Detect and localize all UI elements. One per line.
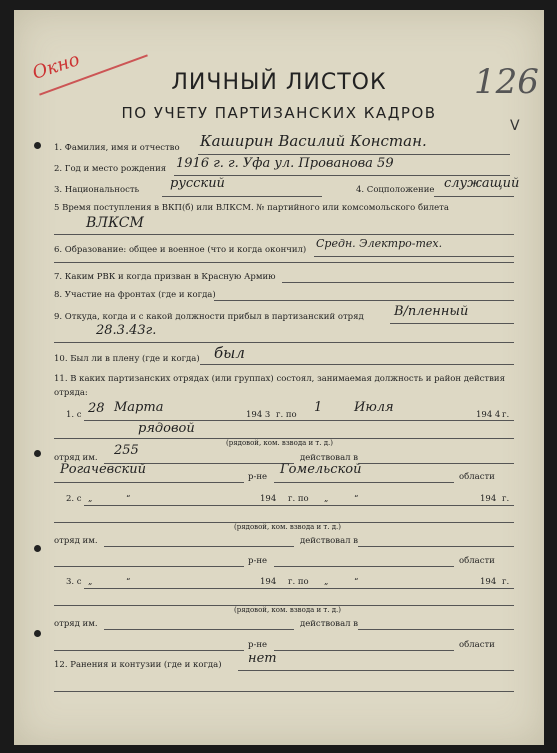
line xyxy=(274,650,454,651)
label-education: 6. Образование: общее и военное (что и когда окончил) xyxy=(54,245,307,255)
line xyxy=(358,546,514,547)
entry1-day-end: 1 xyxy=(314,400,323,415)
line xyxy=(238,670,514,671)
entry2-quote: „ xyxy=(88,494,93,504)
corner-number: 126 xyxy=(474,62,539,102)
entry3-close-quote-end: “ xyxy=(354,577,359,587)
entry1-region: Рогачевский xyxy=(60,462,147,477)
entry1-rank-hint: (рядовой, ком. взвода и т. д.) xyxy=(226,439,334,447)
line xyxy=(214,300,514,301)
line xyxy=(54,566,244,567)
line xyxy=(198,154,510,155)
line xyxy=(162,196,322,197)
line xyxy=(54,650,244,651)
entry3-quote-end: „ xyxy=(324,577,329,587)
line xyxy=(54,262,514,263)
label-detachments-cont: отряда: xyxy=(54,388,88,398)
value-name: Каширин Василий Констан. xyxy=(200,132,427,150)
line xyxy=(282,282,514,283)
entry3-rayon: р-не xyxy=(248,640,268,650)
entry2-year-end: 194 xyxy=(480,494,497,504)
value-wounds: нет xyxy=(248,651,277,666)
label-name: 1. Фамилия, имя и отчество xyxy=(54,143,180,153)
entry2-from: 2. с xyxy=(66,494,82,504)
page-subtitle: ПО УЧЕТУ ПАРТИЗАНСКИХ КАДРОВ xyxy=(121,104,437,122)
entry1-g: г. xyxy=(502,410,510,420)
line xyxy=(274,566,454,567)
label-nationality: 3. Национальность xyxy=(54,185,140,195)
line xyxy=(274,482,454,483)
entry1-day: 28 xyxy=(88,401,105,416)
red-stamp: Окно xyxy=(29,49,83,84)
check-mark: V xyxy=(510,118,520,134)
value-captivity: был xyxy=(214,344,245,362)
entry3-from: 3. с xyxy=(66,577,82,587)
entry2-rayon: р-не xyxy=(248,556,268,566)
entry2-quote-end: „ xyxy=(324,494,329,504)
entry2-detach-label: отряд им. xyxy=(54,536,98,546)
form-sheet xyxy=(14,10,544,745)
entry1-rayon: р-не xyxy=(248,472,268,482)
entry1-position: рядовой xyxy=(138,421,195,436)
entry1-year: 194 3 xyxy=(246,410,271,420)
entry2-g: г. xyxy=(502,494,510,504)
line xyxy=(84,505,514,506)
entry1-month: Марта xyxy=(114,400,164,415)
label-arrival: 9. Откуда, когда и с какой должности прибыл в партизанский отряд xyxy=(54,312,364,322)
line xyxy=(358,629,514,630)
entry3-acted: действовал в xyxy=(300,619,359,629)
punch-hole xyxy=(34,545,41,552)
label-captivity: 10. Был ли в плену (где и когда) xyxy=(54,354,200,364)
entry3-detach-label: отряд им. xyxy=(54,619,98,629)
line xyxy=(434,196,514,197)
line xyxy=(54,691,514,692)
value-arrival: В/пленный xyxy=(394,304,469,319)
label-detachments: 11. В каких партизанских отрядах (или группах) состоял, занимаемая должность и район действия xyxy=(54,374,505,384)
line xyxy=(314,256,514,257)
entry3-year: 194 xyxy=(260,577,277,587)
entry1-oblast-label: области xyxy=(459,472,495,482)
entry1-to: г. по xyxy=(276,410,297,420)
line xyxy=(200,364,514,365)
entry2-rank-hint: (рядовой, ком. взвода и т. д.) xyxy=(234,523,342,531)
entry3-g: г. xyxy=(502,577,510,587)
punch-hole xyxy=(34,142,41,149)
entry2-close-quote-end: “ xyxy=(354,494,359,504)
line xyxy=(54,482,244,483)
entry1-detach-label: отряд им. xyxy=(54,453,98,463)
punch-hole xyxy=(34,450,41,457)
entry1-oblast: Гомельской xyxy=(280,462,362,477)
entry1-year-end: 194 4 xyxy=(476,410,501,420)
label-wounds: 12. Ранения и контузии (где и когда) xyxy=(54,660,222,670)
entry2-close-quote: “ xyxy=(126,494,131,504)
entry2-oblast-label: области xyxy=(459,556,495,566)
entry3-to: г. по xyxy=(288,577,309,587)
value-arrival-date: 28.3.43г. xyxy=(96,323,157,338)
line xyxy=(54,342,514,343)
entry1-month-end: Июля xyxy=(354,400,394,415)
label-birth: 2. Год и место рождения xyxy=(54,164,167,174)
value-birth: 1916 г. г. Уфа ул. Прованова 59 xyxy=(176,156,394,171)
line xyxy=(390,323,514,324)
label-social: 4. Соцположение xyxy=(356,185,435,195)
entry2-to: г. по xyxy=(288,494,309,504)
label-party: 5 Время поступления в ВКП(б) или ВЛКСМ. № партийного или комсомольского билета xyxy=(54,203,449,213)
entry3-year-end: 194 xyxy=(480,577,497,587)
label-draft: 7. Каким РВК и когда призван в Красную Армию xyxy=(54,272,276,282)
value-nationality: русский xyxy=(170,176,225,191)
entry3-quote: „ xyxy=(88,577,93,587)
line xyxy=(84,588,514,589)
entry3-close-quote: “ xyxy=(126,577,131,587)
line xyxy=(54,234,514,235)
label-fronts: 8. Участие на фронтах (где и когда) xyxy=(54,290,216,300)
entry2-year: 194 xyxy=(260,494,277,504)
value-education: Средн. Электро-тех. xyxy=(316,237,443,250)
entry2-acted: действовал в xyxy=(300,536,359,546)
page-title: ЛИЧНЫЙ ЛИСТОК xyxy=(171,70,387,95)
value-party: ВЛКСМ xyxy=(86,215,144,231)
entry1-detach: 255 xyxy=(114,443,139,458)
line xyxy=(358,463,514,464)
line xyxy=(104,629,294,630)
entry3-rank-hint: (рядовой, ком. взвода и т. д.) xyxy=(234,606,342,614)
entry1-acted: действовал в xyxy=(300,453,359,463)
value-social: служащий xyxy=(444,176,520,191)
entry3-oblast-label: области xyxy=(459,640,495,650)
punch-hole xyxy=(34,630,41,637)
line xyxy=(104,546,294,547)
entry1-from: 1. с xyxy=(66,410,82,420)
